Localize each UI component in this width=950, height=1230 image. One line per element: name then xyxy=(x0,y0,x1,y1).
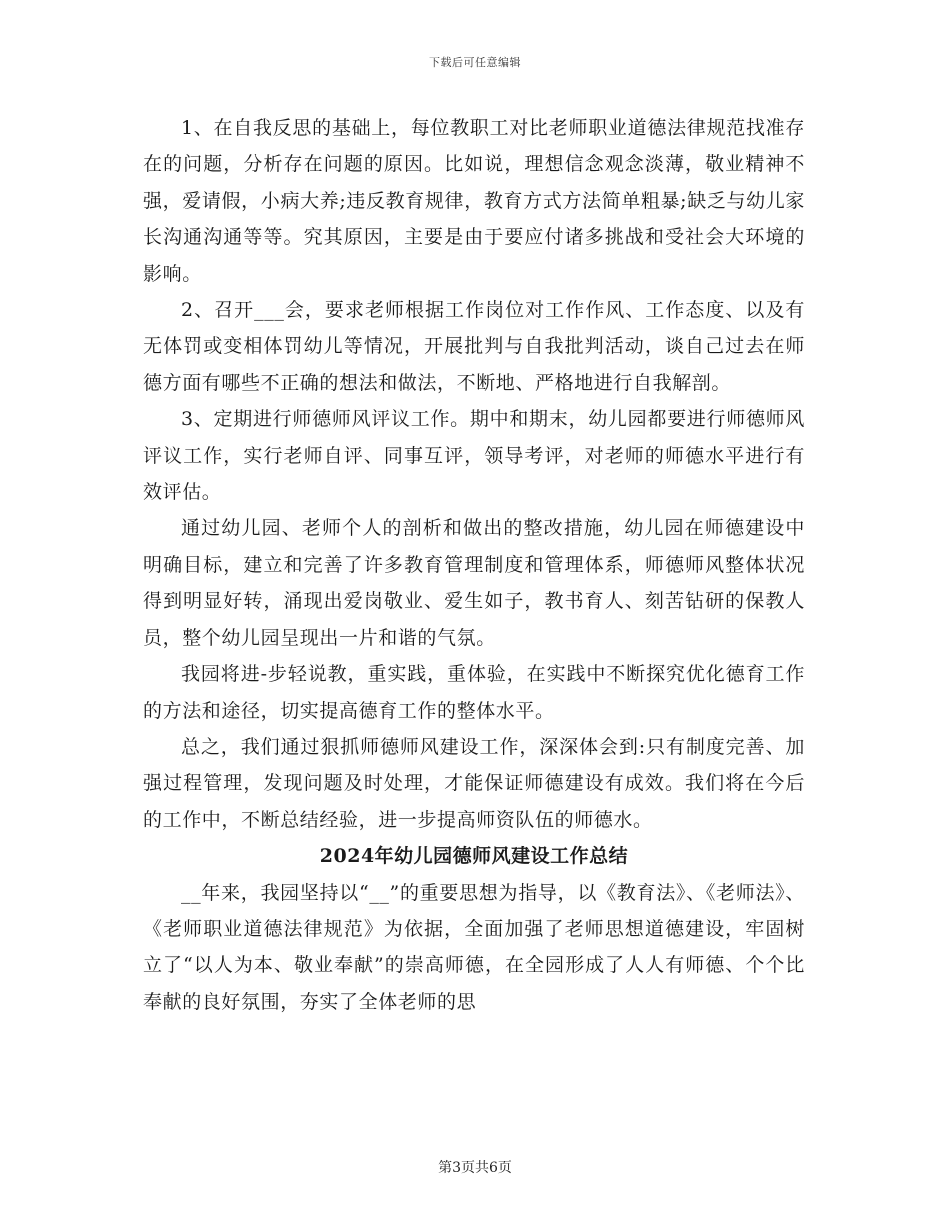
paragraph-conclusion: 总之，我们通过狠抓师德师风建设工作，深深体会到:只有制度完善、加强过程管理，发现问题及时处理，才能保证师德建设有成效。我们将在今后的工作中，不断总结经验，进一步提高师资队伍的师德水。 xyxy=(143,735,805,831)
section-intro-paragraph: __年来，我园坚持以“__”的重要思想为指导，以《教育法》、《老师法》、《老师职业道德法律规范》为依据，全面加强了老师思想道德建设，牢固树立了“以人为本、敬业奉献”的崇高师德，在全园形成了人人有师德、个个比奉献的良好氛围，夯实了全体老师的思 xyxy=(143,881,805,1013)
page-number: 第3页共6页 xyxy=(438,1160,512,1176)
paragraph-results: 通过幼儿园、老师个人的剖析和做出的整改措施，幼儿园在师德建设中明确目标，建立和完善了许多教育管理制度和管理体系，师德师风整体状况得到明显好转，涌现出爱岗敬业、爱生如子，教书育人、刻苦钻研的保教人员，整个幼儿园呈现出一片和谐的气氛。 xyxy=(143,517,805,649)
download-edit-note: 下载后可任意编辑 xyxy=(429,56,521,69)
paragraph-plan: 我园将进-步轻说教，重实践，重体验，在实践中不断探究优化德育工作的方法和途径，切实提高德育工作的整体水平。 xyxy=(143,663,805,722)
section-title: 2024年幼儿园德师风建设工作总结 xyxy=(319,845,629,868)
document-body xyxy=(143,110,805,1020)
paragraph-item-2: 2、召开___会，要求老师根据工作岗位对工作作风、工作态度、以及有无体罚或变相体罚幼儿等情况，开展批判与自我批判活动，谈自己过去在师德方面有哪些不正确的想法和做法，不断地、严格地进行自我解剖。 xyxy=(143,299,805,394)
paragraph-item-3: 3、定期进行师德师风评议工作。期中和期末，幼儿园都要进行师德师风评议工作，实行老师自评、同事互评，领导考评，对老师的师德水平进行有效评估。 xyxy=(143,408,805,504)
paragraph-item-1: 1、在自我反思的基础上，每位教职工对比老师职业道德法律规范找准存在的问题，分析存在问题的原因。比如说，理想信念观念淡薄，敬业精神不强，爱请假，小病大养;违反教育规律，教育方式方法简单粗暴;缺乏与幼儿家长沟通沟通等等。究其原因，主要是由于要应付诸多挑战和受社会大环境的影响。 xyxy=(143,117,805,285)
